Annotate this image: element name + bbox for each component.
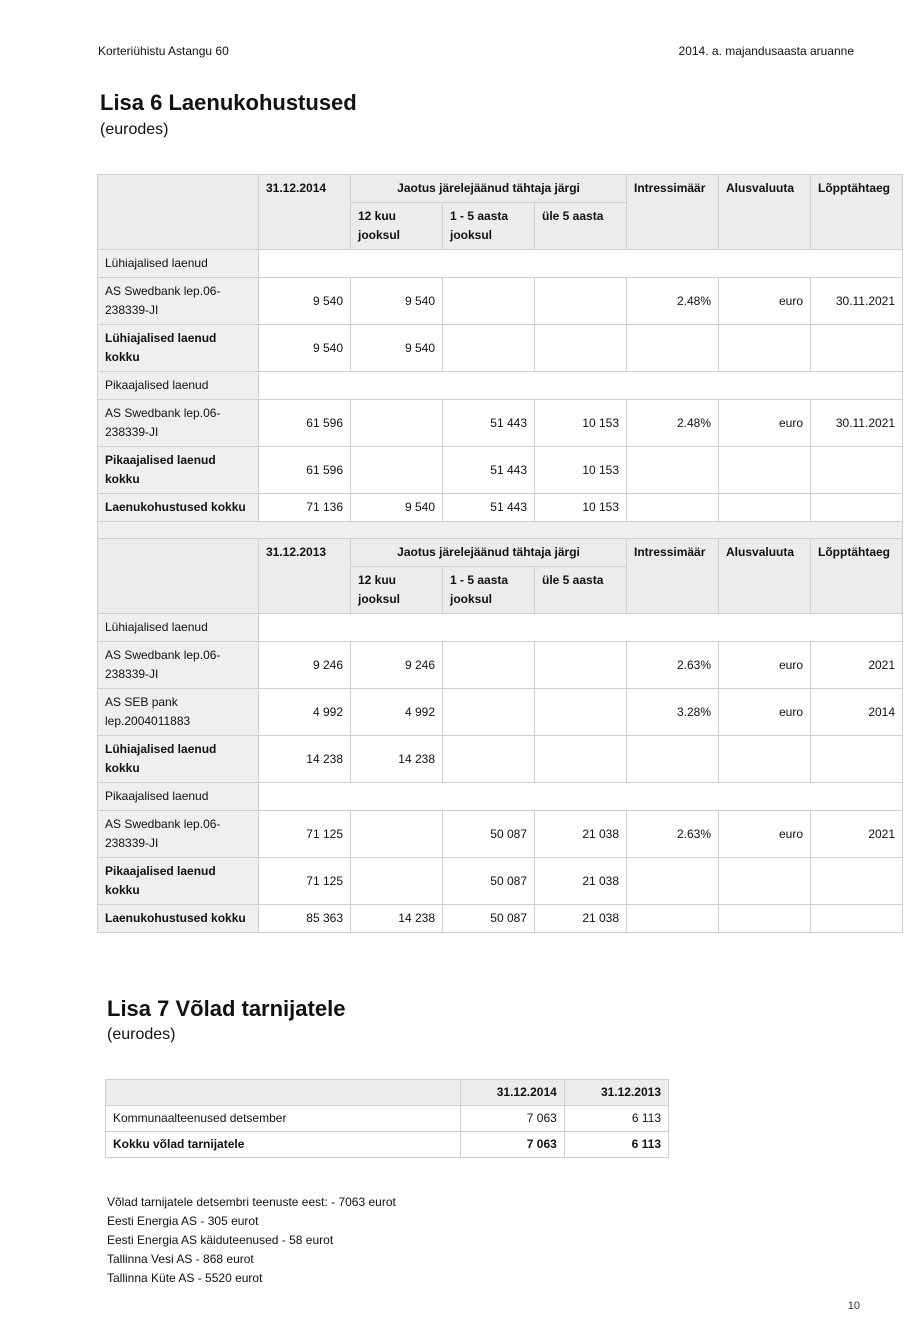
col-due: Lõpptähtaeg bbox=[811, 539, 903, 614]
table-row bbox=[98, 642, 903, 689]
col-due: Lõpptähtaeg bbox=[811, 175, 903, 250]
cell-2013: 6 113 bbox=[564, 1132, 668, 1158]
row-label: AS Swedbank lep.06-238339-JI bbox=[98, 278, 259, 325]
cell-rate: 2.48% bbox=[627, 278, 719, 325]
cell-5: 10 153 bbox=[535, 400, 627, 447]
cell-2014: 7 063 bbox=[460, 1106, 564, 1132]
corner-cell bbox=[106, 1080, 461, 1106]
col-5: üle 5 aasta bbox=[535, 567, 627, 614]
cell-due: 2014 bbox=[811, 689, 903, 736]
row-label: Lühiajalised laenud kokku bbox=[98, 736, 259, 783]
cell-15 bbox=[443, 642, 535, 689]
header-company: Korteriühistu Astangu 60 bbox=[98, 44, 229, 58]
cell-5 bbox=[535, 278, 627, 325]
cell-total: 4 992 bbox=[259, 689, 351, 736]
col-date: 31.12.2014 bbox=[259, 175, 351, 250]
row-label: AS Swedbank lep.06-238339-JI bbox=[98, 642, 259, 689]
cell-5: 21 038 bbox=[535, 811, 627, 858]
table-row bbox=[98, 811, 903, 858]
total-row bbox=[98, 494, 903, 522]
section-row bbox=[98, 614, 903, 642]
note-line: Võlad tarnijatele detsembri teenuste eest: - 7063 eurot bbox=[107, 1195, 396, 1209]
payables-table bbox=[105, 1079, 669, 1158]
cell-5 bbox=[535, 689, 627, 736]
col-rate: Intressimäär bbox=[627, 175, 719, 250]
table-row bbox=[98, 278, 903, 325]
cell-5: 21 038 bbox=[535, 858, 627, 905]
row-label: Pikaajalised laenud kokku bbox=[98, 447, 259, 494]
cell-5: 10 153 bbox=[535, 447, 627, 494]
col-currency: Alusvaluuta bbox=[719, 539, 811, 614]
col-15: 1 - 5 aasta jooksul bbox=[443, 203, 535, 250]
loan-header-row bbox=[98, 175, 903, 203]
page-number: 10 bbox=[847, 1300, 860, 1312]
note-line: Eesti Energia AS käiduteenused - 58 eurot bbox=[107, 1233, 334, 1247]
row-label: AS Swedbank lep.06-238339-JI bbox=[98, 811, 259, 858]
cell-due: 30.11.2021 bbox=[811, 278, 903, 325]
payables-notes bbox=[107, 1193, 396, 1288]
table-spacer bbox=[98, 522, 903, 539]
cell-rate: 2.63% bbox=[627, 811, 719, 858]
subtotal-row bbox=[98, 736, 903, 783]
section-row bbox=[98, 250, 903, 278]
col-2014: 31.12.2014 bbox=[460, 1080, 564, 1106]
total-row bbox=[98, 905, 903, 933]
cell-total: 71 125 bbox=[259, 811, 351, 858]
cell-currency: euro bbox=[719, 400, 811, 447]
subtotal-row bbox=[98, 447, 903, 494]
note-line: Tallinna Küte AS - 5520 eurot bbox=[107, 1271, 263, 1285]
corner-cell bbox=[98, 539, 259, 614]
cell-rate: 3.28% bbox=[627, 689, 719, 736]
subtotal-row bbox=[98, 325, 903, 372]
cell-15: 51 443 bbox=[443, 447, 535, 494]
cell-5: 10 153 bbox=[535, 494, 627, 522]
cell-5 bbox=[535, 325, 627, 372]
row-label: Laenukohustused kokku bbox=[98, 905, 259, 933]
cell-12: 9 540 bbox=[351, 325, 443, 372]
subtotal-row bbox=[98, 858, 903, 905]
cell-total: 71 125 bbox=[259, 858, 351, 905]
cell-15 bbox=[443, 736, 535, 783]
cell-12: 9 246 bbox=[351, 642, 443, 689]
cell-rate: 2.63% bbox=[627, 642, 719, 689]
cell-12 bbox=[351, 811, 443, 858]
row-label: Laenukohustused kokku bbox=[98, 494, 259, 522]
col-5: üle 5 aasta bbox=[535, 203, 627, 250]
cell-currency: euro bbox=[719, 689, 811, 736]
cell-15: 50 087 bbox=[443, 811, 535, 858]
total-row bbox=[106, 1132, 669, 1158]
cell-12: 14 238 bbox=[351, 736, 443, 783]
cell-12: 9 540 bbox=[351, 278, 443, 325]
cell-total: 9 540 bbox=[259, 278, 351, 325]
section-label: Pikaajalised laenud bbox=[98, 372, 259, 400]
cell-15: 51 443 bbox=[443, 400, 535, 447]
cell-15 bbox=[443, 689, 535, 736]
col-date: 31.12.2013 bbox=[259, 539, 351, 614]
cell-12 bbox=[351, 400, 443, 447]
col-rate: Intressimäär bbox=[627, 539, 719, 614]
table-row bbox=[98, 400, 903, 447]
row-label: Kommunaalteenused detsember bbox=[106, 1106, 461, 1132]
cell-due: 2021 bbox=[811, 642, 903, 689]
cell-12 bbox=[351, 858, 443, 905]
section-row bbox=[98, 783, 903, 811]
col-12: 12 kuu jooksul bbox=[351, 567, 443, 614]
cell-total: 61 596 bbox=[259, 400, 351, 447]
lisa7-title: Lisa 7 Võlad tarnijatele bbox=[107, 996, 346, 1021]
cell-5 bbox=[535, 642, 627, 689]
cell-12 bbox=[351, 447, 443, 494]
cell-12: 4 992 bbox=[351, 689, 443, 736]
col-2013: 31.12.2013 bbox=[564, 1080, 668, 1106]
row-label: Pikaajalised laenud kokku bbox=[98, 858, 259, 905]
section-label: Lühiajalised laenud bbox=[98, 250, 259, 278]
cell-total: 85 363 bbox=[259, 905, 351, 933]
section-row bbox=[98, 372, 903, 400]
header-report-title: 2014. a. majandusaasta aruanne bbox=[678, 44, 854, 58]
cell-5 bbox=[535, 736, 627, 783]
cell-12: 9 540 bbox=[351, 494, 443, 522]
cell-12: 14 238 bbox=[351, 905, 443, 933]
cell-15: 50 087 bbox=[443, 905, 535, 933]
note-line: Tallinna Vesi AS - 868 eurot bbox=[107, 1252, 254, 1266]
loan-header-row bbox=[98, 539, 903, 567]
corner-cell bbox=[98, 175, 259, 250]
loan-table bbox=[97, 174, 903, 933]
cell-due: 2021 bbox=[811, 811, 903, 858]
cell-15: 51 443 bbox=[443, 494, 535, 522]
table-row bbox=[106, 1106, 669, 1132]
cell-total: 9 246 bbox=[259, 642, 351, 689]
cell-15: 50 087 bbox=[443, 858, 535, 905]
col-15: 1 - 5 aasta jooksul bbox=[443, 567, 535, 614]
col-currency: Alusvaluuta bbox=[719, 175, 811, 250]
section-label: Lühiajalised laenud bbox=[98, 614, 259, 642]
row-label: Lühiajalised laenud kokku bbox=[98, 325, 259, 372]
cell-2014: 7 063 bbox=[460, 1132, 564, 1158]
cell-currency: euro bbox=[719, 811, 811, 858]
cell-due: 30.11.2021 bbox=[811, 400, 903, 447]
lisa6-title: Lisa 6 Laenukohustused bbox=[100, 90, 357, 115]
cell-currency: euro bbox=[719, 278, 811, 325]
row-label: AS Swedbank lep.06-238339-JI bbox=[98, 400, 259, 447]
cell-rate: 2.48% bbox=[627, 400, 719, 447]
cell-15 bbox=[443, 278, 535, 325]
col-group: Jaotus järelejäänud tähtaja järgi bbox=[351, 175, 627, 203]
cell-total: 61 596 bbox=[259, 447, 351, 494]
lisa6-subtitle: (eurodes) bbox=[100, 121, 169, 138]
payables-header-row bbox=[106, 1080, 669, 1106]
cell-total: 14 238 bbox=[259, 736, 351, 783]
cell-currency: euro bbox=[719, 642, 811, 689]
cell-2013: 6 113 bbox=[564, 1106, 668, 1132]
cell-15 bbox=[443, 325, 535, 372]
row-label: AS SEB pank lep.2004011883 bbox=[98, 689, 259, 736]
col-12: 12 kuu jooksul bbox=[351, 203, 443, 250]
cell-total: 9 540 bbox=[259, 325, 351, 372]
section-label: Pikaajalised laenud bbox=[98, 783, 259, 811]
cell-5: 21 038 bbox=[535, 905, 627, 933]
table-row bbox=[98, 689, 903, 736]
cell-total: 71 136 bbox=[259, 494, 351, 522]
lisa7-subtitle: (eurodes) bbox=[107, 1026, 176, 1043]
row-label: Kokku võlad tarnijatele bbox=[106, 1132, 461, 1158]
col-group: Jaotus järelejäänud tähtaja järgi bbox=[351, 539, 627, 567]
note-line: Eesti Energia AS - 305 eurot bbox=[107, 1214, 259, 1228]
